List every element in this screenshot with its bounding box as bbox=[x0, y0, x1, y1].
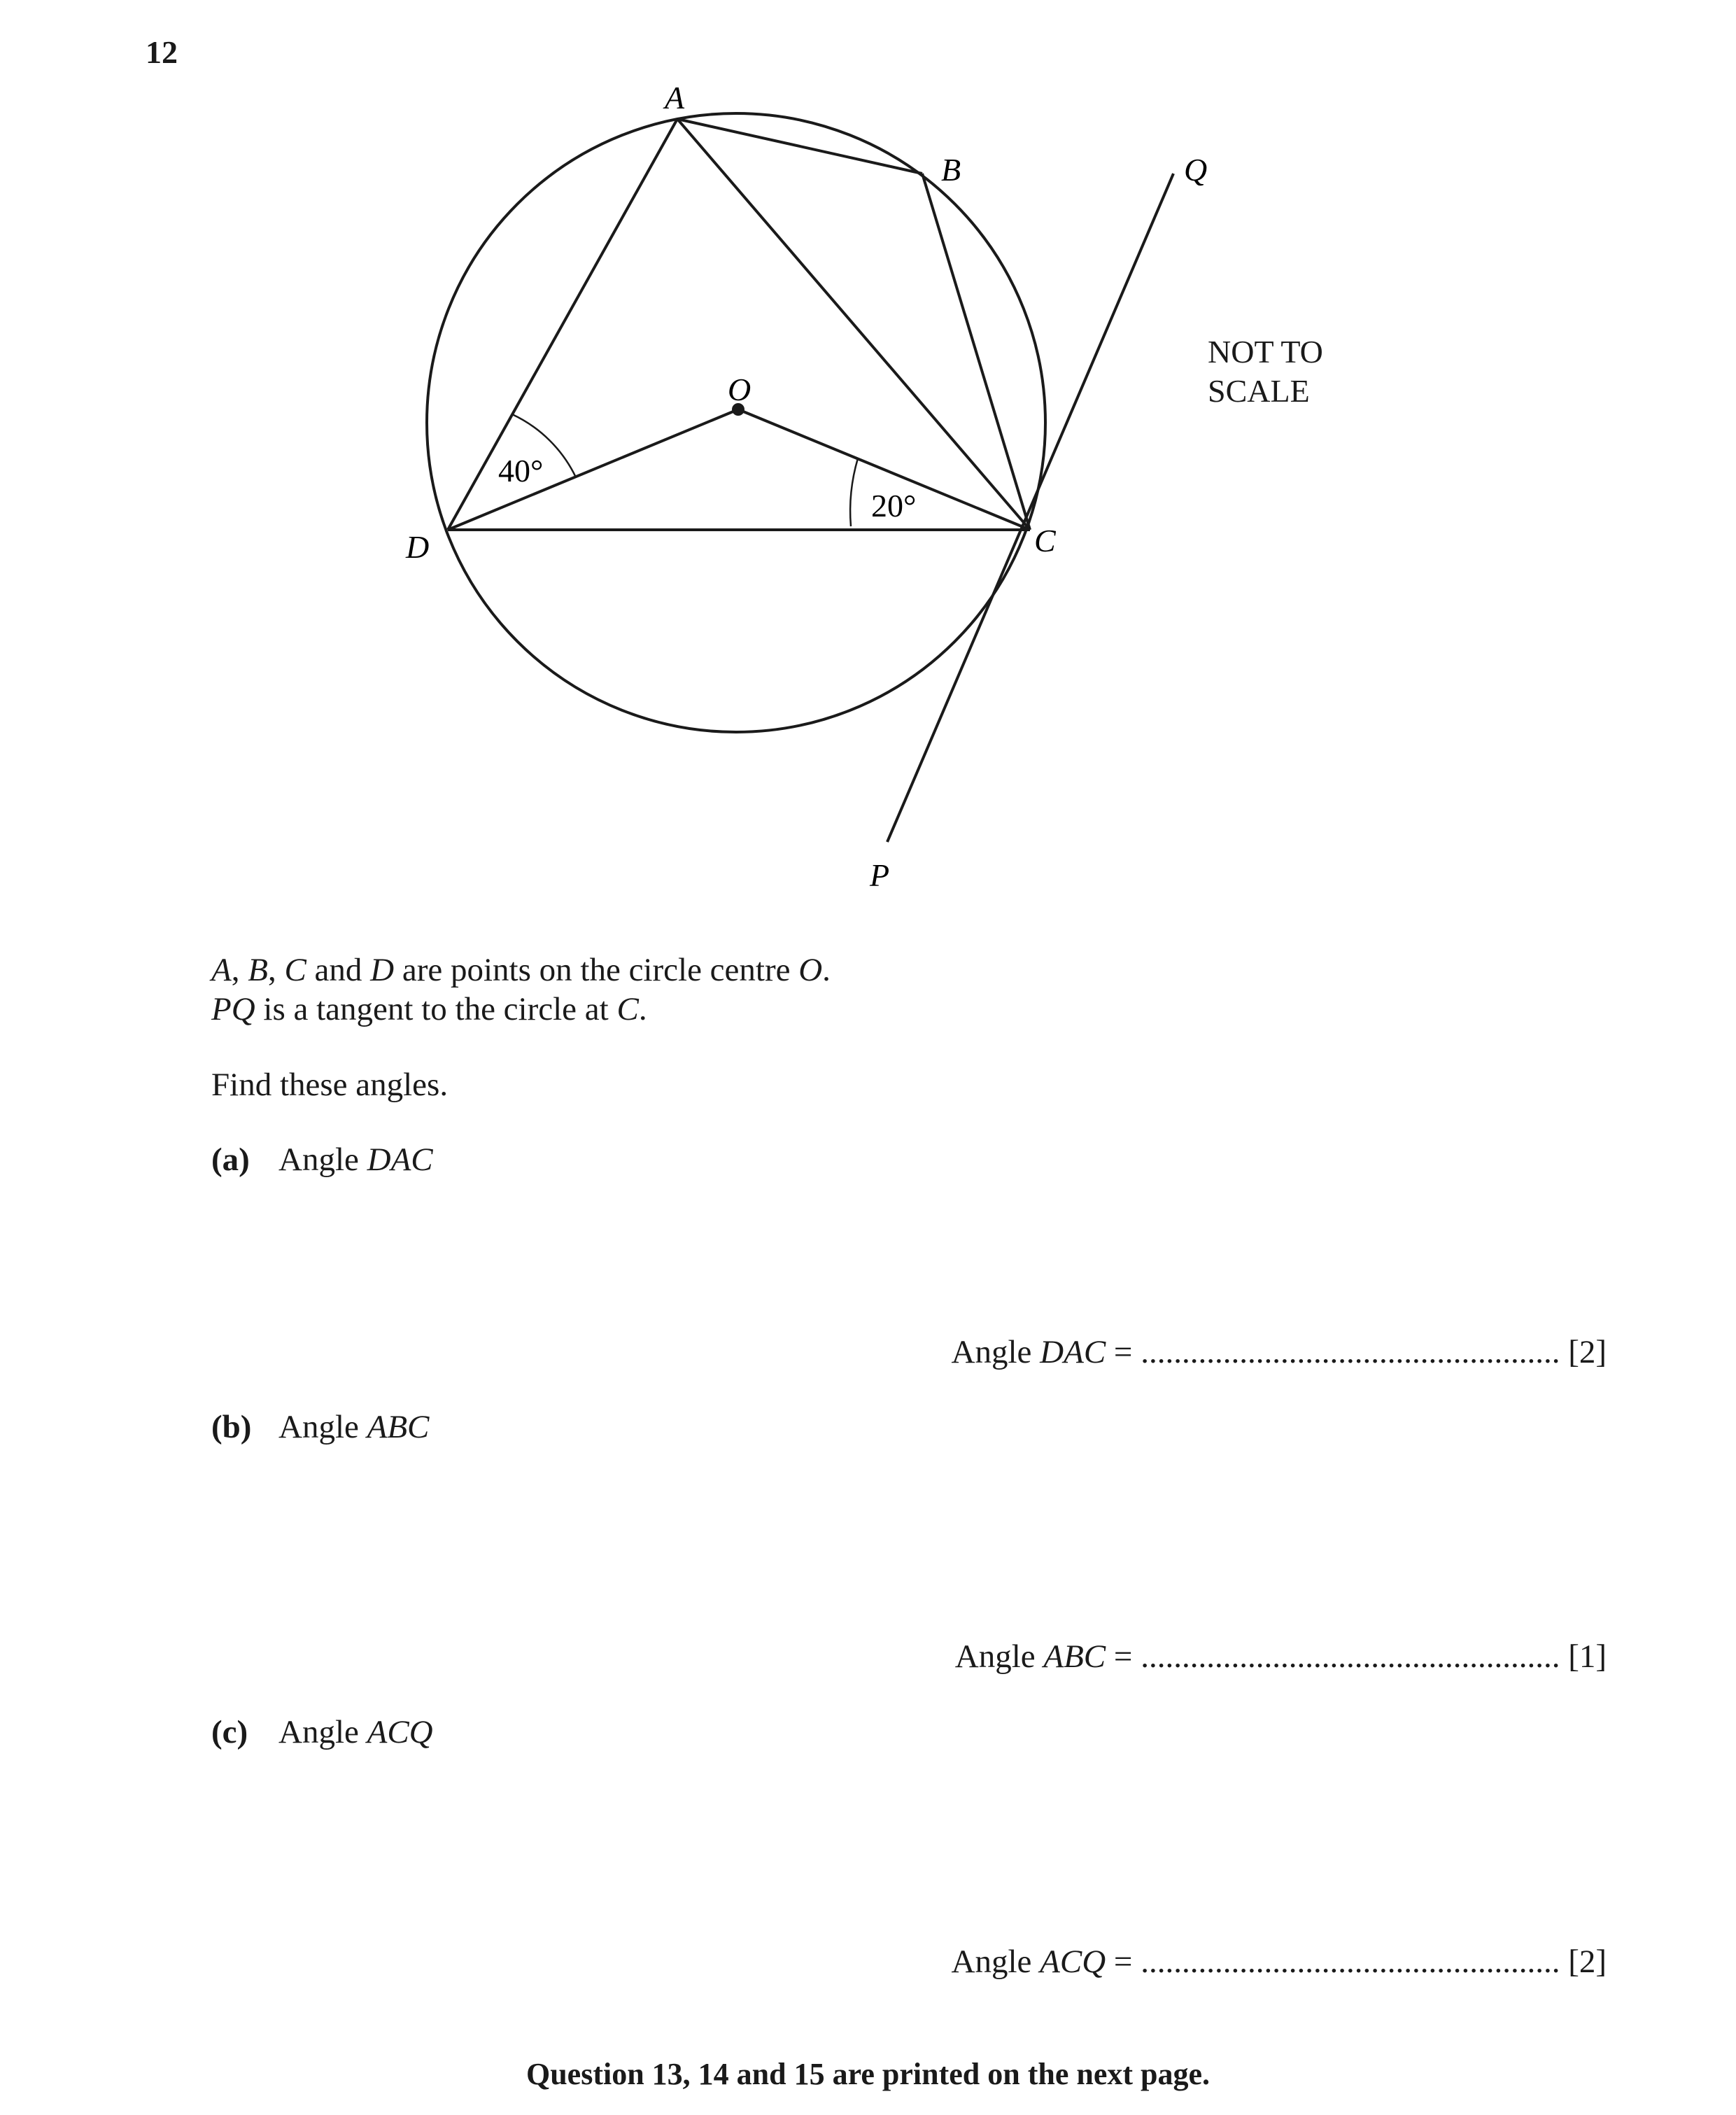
part-a-marks: [2] bbox=[1568, 1334, 1607, 1370]
angle-label-40: 40° bbox=[498, 453, 544, 489]
circle-theorem-diagram bbox=[0, 0, 1736, 910]
not-to-scale-line-2: SCALE bbox=[1208, 373, 1310, 409]
chord-ab bbox=[677, 119, 922, 174]
part-c-answer-blank[interactable]: ................................................... bbox=[1141, 1944, 1560, 1980]
part-b-marks: [1] bbox=[1568, 1638, 1607, 1675]
part-c-marks: [2] bbox=[1568, 1944, 1607, 1980]
angle-label-20: 20° bbox=[871, 488, 917, 524]
part-c-answer-line[interactable]: Angle ACQ = ................................................... [2] bbox=[951, 1944, 1607, 1980]
circle bbox=[427, 113, 1045, 732]
angle-arc-at-c bbox=[850, 458, 858, 526]
part-b-label: (b) bbox=[211, 1409, 252, 1445]
tangent-line-pq bbox=[887, 174, 1173, 842]
part-a-answer-blank[interactable]: ................................................... bbox=[1141, 1334, 1560, 1370]
problem-statement bbox=[211, 950, 831, 1029]
part-c-question: (c) Angle ACQ bbox=[211, 1714, 433, 1750]
label-point-b: B bbox=[941, 152, 961, 188]
label-point-o: O bbox=[728, 372, 751, 407]
part-c-label: (c) bbox=[211, 1714, 248, 1750]
part-a-answer-line[interactable]: Angle DAC = ................................................... [2] bbox=[951, 1334, 1607, 1370]
instruction: Find these angles. bbox=[211, 1067, 449, 1103]
part-b-answer-line[interactable]: Angle ABC = ................................................... [1] bbox=[954, 1638, 1607, 1675]
statement-line-1: A, B, C and D are points on the circle centre O. bbox=[211, 952, 831, 988]
part-b-answer-blank[interactable]: ................................................... bbox=[1141, 1638, 1560, 1675]
chord-ac bbox=[677, 119, 1030, 530]
statement-line-2: PQ is a tangent to the circle at C. bbox=[211, 991, 647, 1027]
part-b-question: (b) Angle ABC bbox=[211, 1409, 430, 1445]
not-to-scale-line-1: NOT TO bbox=[1208, 334, 1323, 370]
not-to-scale-note bbox=[1208, 332, 1323, 411]
page-number: 12 bbox=[146, 34, 178, 70]
label-point-c: C bbox=[1034, 523, 1056, 558]
label-point-q: Q bbox=[1184, 152, 1208, 188]
radius-od bbox=[448, 409, 738, 530]
footer-note: Question 13, 14 and 15 are printed on the next page. bbox=[525, 2057, 1211, 2091]
part-a-label: (a) bbox=[211, 1141, 250, 1178]
label-point-p: P bbox=[870, 857, 890, 893]
part-a-question: (a) Angle DAC bbox=[211, 1141, 433, 1178]
label-point-d: D bbox=[406, 529, 430, 565]
chord-da bbox=[448, 119, 677, 530]
label-point-a: A bbox=[665, 80, 685, 115]
